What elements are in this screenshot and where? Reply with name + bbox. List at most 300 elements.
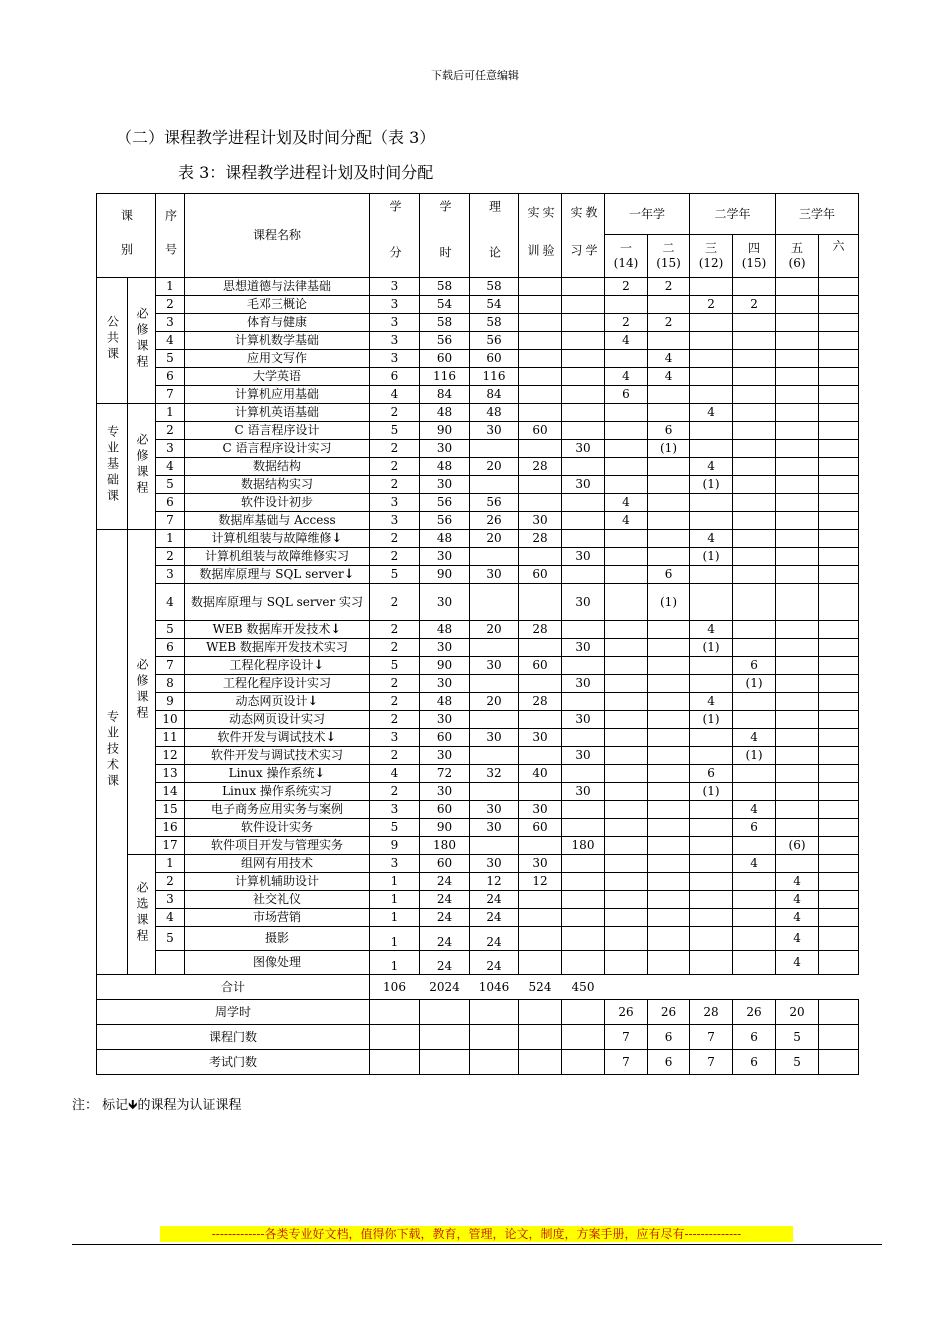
t3-cell <box>690 584 733 621</box>
course-name-cell: 大学英语 <box>185 368 370 386</box>
t6-cell <box>819 657 859 675</box>
t2-cell <box>648 855 690 873</box>
t4-cell <box>733 711 776 729</box>
t6-cell <box>819 494 859 512</box>
hours-cell: 58 <box>420 278 470 296</box>
t1-cell <box>605 909 648 927</box>
credit-cell: 5 <box>370 422 420 440</box>
t4-cell <box>733 350 776 368</box>
table-row <box>97 711 859 729</box>
t3-cell <box>690 837 733 855</box>
table-row <box>97 494 859 512</box>
t3-cell: (1) <box>690 548 733 566</box>
t6-cell <box>819 675 859 693</box>
t5-cell <box>776 386 819 404</box>
seq-cell: 7 <box>156 386 185 404</box>
table-row <box>97 729 859 747</box>
theory-cell: 24 <box>470 909 519 927</box>
t6-cell <box>819 783 859 801</box>
t1-cell <box>605 837 648 855</box>
practice-cell <box>562 296 605 314</box>
t4-cell <box>733 332 776 350</box>
t1-cell: 4 <box>605 512 648 530</box>
hours-cell: 30 <box>420 548 470 566</box>
summary-theory-cell: 1046 <box>470 975 519 1000</box>
table-row <box>97 278 859 296</box>
t1-cell: 6 <box>605 386 648 404</box>
lab-cell <box>519 891 562 909</box>
summary-label: 合计 <box>97 975 370 1000</box>
t6-cell <box>819 639 859 657</box>
t1-cell <box>605 530 648 548</box>
t1-cell <box>605 548 648 566</box>
t2-cell <box>648 837 690 855</box>
t4-cell <box>733 494 776 512</box>
summary-t6-cell <box>819 1000 859 1025</box>
seq-cell: 3 <box>156 891 185 909</box>
hours-cell: 60 <box>420 729 470 747</box>
t4-cell <box>733 458 776 476</box>
summary-t6-cell <box>819 975 859 1000</box>
summary-theory-cell <box>470 1050 519 1075</box>
theory-cell <box>470 837 519 855</box>
table-row <box>97 693 859 711</box>
theory-cell: 56 <box>470 332 519 350</box>
t6-cell <box>819 422 859 440</box>
course-name-cell: 动态网页设计↓ <box>185 693 370 711</box>
seq-cell: 13 <box>156 765 185 783</box>
course-name-cell: 数据结构实习 <box>185 476 370 494</box>
theory-cell: 84 <box>470 386 519 404</box>
practice-cell <box>562 855 605 873</box>
t3-cell <box>690 747 733 765</box>
course-name-cell: 社交礼仪 <box>185 891 370 909</box>
summary-hours-cell: 2024 <box>420 975 470 1000</box>
summary-label: 考试门数 <box>97 1050 370 1075</box>
certification-arrow-icon: ↓ <box>313 658 325 673</box>
theory-cell <box>470 783 519 801</box>
hours-cell: 24 <box>420 951 470 975</box>
hours-cell: 30 <box>420 783 470 801</box>
theory-cell: 30 <box>470 729 519 747</box>
seq-cell: 3 <box>156 314 185 332</box>
seq-cell: 4 <box>156 458 185 476</box>
t1-cell: 2 <box>605 278 648 296</box>
t1-cell <box>605 747 648 765</box>
t2-cell <box>648 296 690 314</box>
summary-t5-cell <box>776 975 819 1000</box>
summary-practice-cell: 450 <box>562 975 605 1000</box>
t3-cell <box>690 927 733 951</box>
t5-cell <box>776 819 819 837</box>
summary-hours-cell <box>420 1050 470 1075</box>
col-header-year1: 一年学 <box>605 194 690 235</box>
theory-cell <box>470 476 519 494</box>
hours-cell: 60 <box>420 350 470 368</box>
col-header-course: 课程名称 <box>185 194 370 278</box>
t3-cell: 4 <box>690 693 733 711</box>
practice-cell <box>562 693 605 711</box>
seq-cell: 12 <box>156 747 185 765</box>
seq-cell: 4 <box>156 332 185 350</box>
lab-cell <box>519 951 562 975</box>
course-name-cell: WEB 数据库开发技术实习 <box>185 639 370 657</box>
t6-cell <box>819 350 859 368</box>
t5-cell <box>776 404 819 422</box>
t3-cell <box>690 422 733 440</box>
t6-cell <box>819 873 859 891</box>
t1-cell <box>605 350 648 368</box>
seq-cell: 8 <box>156 675 185 693</box>
table-row <box>97 765 859 783</box>
t4-cell <box>733 639 776 657</box>
seq-cell: 6 <box>156 368 185 386</box>
table-row <box>97 566 859 584</box>
t4-cell <box>733 621 776 639</box>
lab-cell <box>519 711 562 729</box>
summary-t1-cell: 26 <box>605 1000 648 1025</box>
t1-cell <box>605 729 648 747</box>
practice-cell <box>562 404 605 422</box>
summary-lab-cell <box>519 1025 562 1050</box>
credit-cell: 2 <box>370 584 420 621</box>
footer-banner: -------------各类专业好文档，值得你下载，教育，管理，论文，制度，方案手册，应有尽有-------------- <box>160 1226 793 1242</box>
summary-t3-cell: 28 <box>690 1000 733 1025</box>
credit-cell: 3 <box>370 729 420 747</box>
t2-cell <box>648 909 690 927</box>
t5-cell <box>776 675 819 693</box>
credit-cell: 3 <box>370 855 420 873</box>
practice-cell: 180 <box>562 837 605 855</box>
t3-cell <box>690 350 733 368</box>
t2-cell: 2 <box>648 278 690 296</box>
t2-cell <box>648 621 690 639</box>
t6-cell <box>819 368 859 386</box>
t3-cell <box>690 729 733 747</box>
t2-cell <box>648 548 690 566</box>
col-header-year2: 二学年 <box>690 194 776 235</box>
course-name-cell: 数据库原理与 SQL server↓ <box>185 566 370 584</box>
summary-t5-cell: 5 <box>776 1050 819 1075</box>
theory-cell: 24 <box>470 951 519 975</box>
t3-cell <box>690 386 733 404</box>
seq-cell: 1 <box>156 855 185 873</box>
seq-cell: 1 <box>156 530 185 548</box>
t6-cell <box>819 819 859 837</box>
t1-cell <box>605 566 648 584</box>
credit-cell: 5 <box>370 819 420 837</box>
t2-cell <box>648 494 690 512</box>
hours-cell: 90 <box>420 422 470 440</box>
table-row <box>97 548 859 566</box>
t4-cell <box>733 530 776 548</box>
practice-cell <box>562 951 605 975</box>
credit-cell: 2 <box>370 693 420 711</box>
t6-cell <box>819 512 859 530</box>
credit-cell: 1 <box>370 891 420 909</box>
t3-cell <box>690 368 733 386</box>
t6-cell <box>819 278 859 296</box>
table-row <box>97 891 859 909</box>
table-row <box>97 675 859 693</box>
theory-cell: 24 <box>470 891 519 909</box>
t5-cell <box>776 368 819 386</box>
summary-hours-cell <box>420 1000 470 1025</box>
t5-cell <box>776 729 819 747</box>
credit-cell: 2 <box>370 548 420 566</box>
t6-cell <box>819 332 859 350</box>
lab-cell <box>519 584 562 621</box>
table-row <box>97 404 859 422</box>
course-name-cell: 动态网页设计实习 <box>185 711 370 729</box>
summary-credit-cell: 106 <box>370 975 420 1000</box>
lab-cell <box>519 675 562 693</box>
practice-cell <box>562 368 605 386</box>
table-row <box>97 476 859 494</box>
t2-cell: (1) <box>648 440 690 458</box>
summary-t5-cell: 20 <box>776 1000 819 1025</box>
practice-cell <box>562 927 605 951</box>
t3-cell <box>690 909 733 927</box>
t4-cell: (1) <box>733 747 776 765</box>
hours-cell: 72 <box>420 765 470 783</box>
lab-cell: 30 <box>519 729 562 747</box>
t5-cell: 4 <box>776 909 819 927</box>
seq-cell <box>156 951 185 975</box>
t6-cell <box>819 548 859 566</box>
table-row <box>97 296 859 314</box>
t5-cell <box>776 440 819 458</box>
summary-credit-cell <box>370 1025 420 1050</box>
theory-cell: 58 <box>470 278 519 296</box>
seq-cell: 15 <box>156 801 185 819</box>
table-row <box>97 951 859 975</box>
hours-cell: 30 <box>420 639 470 657</box>
theory-cell: 30 <box>470 657 519 675</box>
t2-cell <box>648 819 690 837</box>
hours-cell: 90 <box>420 819 470 837</box>
t2-cell <box>648 927 690 951</box>
t3-cell <box>690 675 733 693</box>
summary-practice-cell <box>562 1025 605 1050</box>
course-name-cell: 市场营销 <box>185 909 370 927</box>
t1-cell <box>605 296 648 314</box>
t5-cell <box>776 621 819 639</box>
seq-cell: 6 <box>156 494 185 512</box>
t5-cell <box>776 350 819 368</box>
t1-cell: 4 <box>605 368 648 386</box>
t2-cell: 4 <box>648 368 690 386</box>
t1-cell <box>605 819 648 837</box>
t1-cell <box>605 584 648 621</box>
t3-cell: (1) <box>690 711 733 729</box>
credit-cell: 2 <box>370 404 420 422</box>
summary-lab-cell <box>519 1050 562 1075</box>
lab-cell <box>519 278 562 296</box>
t6-cell <box>819 693 859 711</box>
t1-cell <box>605 801 648 819</box>
practice-cell <box>562 512 605 530</box>
lab-cell <box>519 440 562 458</box>
credit-cell: 2 <box>370 530 420 548</box>
table-row <box>97 747 859 765</box>
course-name-cell: 计算机英语基础 <box>185 404 370 422</box>
summary-t1-cell: 7 <box>605 1050 648 1075</box>
t5-cell <box>776 530 819 548</box>
t2-cell <box>648 801 690 819</box>
col-header-practice: 教 学 实 习 <box>562 194 605 278</box>
summary-lab-cell <box>519 1000 562 1025</box>
theory-cell: 56 <box>470 494 519 512</box>
hours-cell: 56 <box>420 512 470 530</box>
theory-cell: 30 <box>470 422 519 440</box>
credit-cell: 3 <box>370 512 420 530</box>
theory-cell: 12 <box>470 873 519 891</box>
page-header: 下载后可任意编辑 <box>431 69 519 82</box>
table-row <box>97 332 859 350</box>
theory-cell: 20 <box>470 693 519 711</box>
seq-cell: 6 <box>156 639 185 657</box>
course-name-cell: 计算机数学基础 <box>185 332 370 350</box>
practice-cell: 30 <box>562 548 605 566</box>
t4-cell <box>733 476 776 494</box>
t1-cell <box>605 873 648 891</box>
practice-cell: 30 <box>562 476 605 494</box>
t5-cell <box>776 278 819 296</box>
practice-cell: 30 <box>562 675 605 693</box>
course-name-cell: 计算机辅助设计 <box>185 873 370 891</box>
t6-cell <box>819 530 859 548</box>
summary-t3-cell: 7 <box>690 1025 733 1050</box>
t4-cell <box>733 512 776 530</box>
t3-cell <box>690 855 733 873</box>
t6-cell <box>819 584 859 621</box>
col-header-term-2: 二 (15) <box>648 235 690 278</box>
summary-t3-cell: 7 <box>690 1050 733 1075</box>
t2-cell: (1) <box>648 584 690 621</box>
credit-cell: 3 <box>370 350 420 368</box>
credit-cell: 1 <box>370 873 420 891</box>
col-header-term-4: 四 (15) <box>733 235 776 278</box>
col-header-term-6: 六 <box>819 235 859 278</box>
course-name-cell: 体育与健康 <box>185 314 370 332</box>
credit-cell: 5 <box>370 566 420 584</box>
credit-cell: 2 <box>370 783 420 801</box>
t1-cell: 4 <box>605 494 648 512</box>
summary-practice-cell <box>562 1000 605 1025</box>
certification-arrow-icon: ↓ <box>330 622 342 637</box>
t3-cell <box>690 873 733 891</box>
table-row <box>97 621 859 639</box>
summary-t2-cell: 6 <box>648 1025 690 1050</box>
hours-cell: 30 <box>420 675 470 693</box>
t2-cell <box>648 747 690 765</box>
seq-cell: 2 <box>156 548 185 566</box>
table-row <box>97 512 859 530</box>
course-name-cell: Linux 操作系统↓ <box>185 765 370 783</box>
t4-cell <box>733 584 776 621</box>
seq-cell: 1 <box>156 404 185 422</box>
lab-cell: 60 <box>519 422 562 440</box>
practice-cell <box>562 386 605 404</box>
table-row <box>97 855 859 873</box>
summary-t2-cell: 6 <box>648 1050 690 1075</box>
credit-cell: 4 <box>370 386 420 404</box>
credit-cell: 1 <box>370 927 420 951</box>
course-name-cell: 软件设计实务 <box>185 819 370 837</box>
t2-cell <box>648 512 690 530</box>
t1-cell <box>605 404 648 422</box>
t5-cell <box>776 476 819 494</box>
table-row <box>97 584 859 621</box>
t5-cell: 4 <box>776 951 819 975</box>
t3-cell <box>690 819 733 837</box>
t3-cell: (1) <box>690 783 733 801</box>
t5-cell <box>776 747 819 765</box>
t1-cell: 4 <box>605 332 648 350</box>
table-row <box>97 530 859 548</box>
t3-cell: 4 <box>690 621 733 639</box>
summary-row <box>97 1050 859 1075</box>
hours-cell: 60 <box>420 801 470 819</box>
hours-cell: 30 <box>420 711 470 729</box>
hours-cell: 54 <box>420 296 470 314</box>
col-header-theory: 理 论 <box>470 194 519 278</box>
lab-cell <box>519 639 562 657</box>
t2-cell: 6 <box>648 566 690 584</box>
table-row <box>97 657 859 675</box>
lab-cell: 30 <box>519 801 562 819</box>
t2-cell: 2 <box>648 314 690 332</box>
t6-cell <box>819 927 859 951</box>
t5-cell <box>776 548 819 566</box>
theory-cell: 26 <box>470 512 519 530</box>
t4-cell <box>733 314 776 332</box>
t4-cell <box>733 873 776 891</box>
theory-cell <box>470 584 519 621</box>
t4-cell: 4 <box>733 729 776 747</box>
hours-cell: 90 <box>420 657 470 675</box>
seq-cell: 5 <box>156 350 185 368</box>
hours-cell: 60 <box>420 855 470 873</box>
table-row <box>97 458 859 476</box>
summary-t4-cell: 6 <box>733 1050 776 1075</box>
table-row <box>97 819 859 837</box>
t5-cell <box>776 801 819 819</box>
t1-cell <box>605 783 648 801</box>
credit-cell: 3 <box>370 801 420 819</box>
course-name-cell: 计算机组装与故障维修实习 <box>185 548 370 566</box>
t5-cell: 4 <box>776 873 819 891</box>
t3-cell <box>690 314 733 332</box>
col-header-term-1: 一 (14) <box>605 235 648 278</box>
theory-cell: 20 <box>470 530 519 548</box>
course-name-cell: 应用文写作 <box>185 350 370 368</box>
t6-cell <box>819 621 859 639</box>
seq-cell: 5 <box>156 621 185 639</box>
t3-cell: 4 <box>690 404 733 422</box>
seq-cell: 16 <box>156 819 185 837</box>
hours-cell: 48 <box>420 404 470 422</box>
seq-cell: 3 <box>156 566 185 584</box>
table-row <box>97 783 859 801</box>
t6-cell <box>819 951 859 975</box>
credit-cell: 3 <box>370 296 420 314</box>
lab-cell: 60 <box>519 819 562 837</box>
table-row <box>97 386 859 404</box>
credit-cell: 2 <box>370 711 420 729</box>
summary-theory-cell <box>470 1000 519 1025</box>
